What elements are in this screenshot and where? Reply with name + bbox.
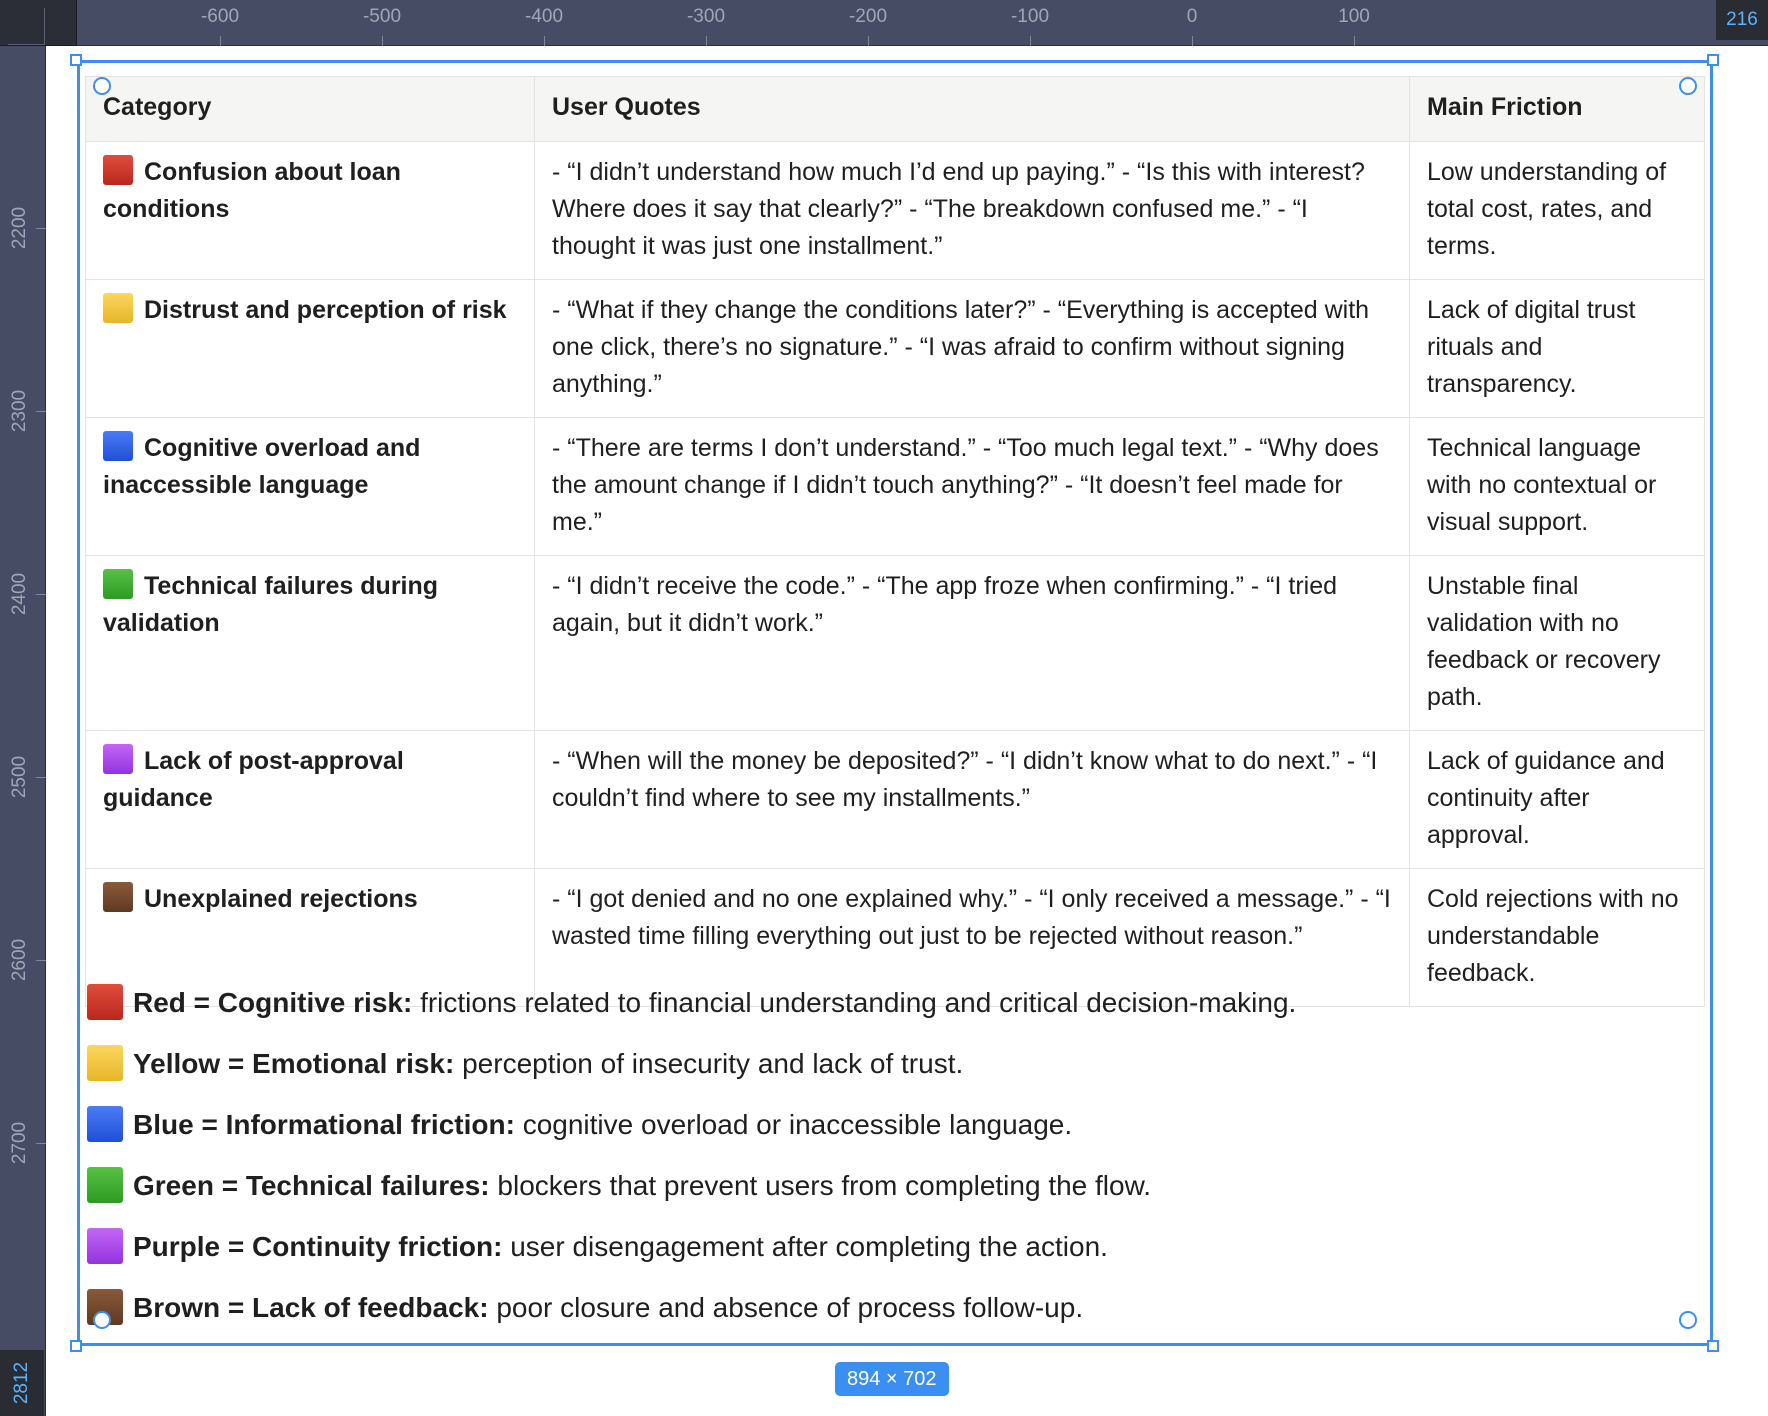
category-label: Confusion about loan conditions xyxy=(103,158,401,223)
legend-description: poor closure and absence of process follow-up. xyxy=(488,1292,1084,1323)
friction-cell: Lack of digital trust rituals and transparency. xyxy=(1410,280,1705,418)
quotes-cell: - “What if they change the conditions later?” - “Everything is accepted with one click, there’s no signature.” - “I was afraid to confirm without signing anything.” xyxy=(535,280,1410,418)
legend-description: blockers that prevent users from completing the flow. xyxy=(489,1170,1152,1201)
corner-radius-handle-top-right[interactable] xyxy=(1679,77,1697,95)
quotes-cell: - “When will the money be deposited?” - “I didn’t know what to do next.” - “I couldn’t find where to see my installments.” xyxy=(535,731,1410,869)
category-label: Unexplained rejections xyxy=(144,885,418,913)
column-header-user-quotes: User Quotes xyxy=(535,77,1410,142)
legend-label: Green = Technical failures: xyxy=(133,1170,490,1201)
resize-handle-bottom-left[interactable] xyxy=(70,1340,82,1352)
legend-label: Blue = Informational friction: xyxy=(133,1109,515,1140)
category-label: Technical failures during validation xyxy=(103,572,439,637)
legend-description: frictions related to financial understanding and critical decision-making. xyxy=(412,987,1297,1018)
ruler-tick-label: -300 xyxy=(686,6,726,27)
ruler-tick-label: 2400 xyxy=(9,572,30,616)
resize-handle-top-left[interactable] xyxy=(70,54,82,66)
legend-label: Brown = Lack of feedback: xyxy=(133,1292,489,1323)
ruler-end-value-label: 2812 xyxy=(11,1361,32,1405)
ruler-end-value: 216 xyxy=(1716,0,1768,40)
selection-size-badge: 894 × 702 xyxy=(835,1362,949,1396)
legend-description: cognitive overload or inaccessible language. xyxy=(514,1109,1073,1140)
column-header-category: Category xyxy=(86,77,535,142)
selection-frame[interactable] xyxy=(77,60,1713,1346)
quotes-cell: - “I got denied and no one explained why.” - “I only received a message.” - “I wasted time filling everything out just to be rejected without reason.” xyxy=(535,869,1410,1007)
ruler-tick-label: 2600 xyxy=(9,938,30,982)
category-label: Cognitive overload and inaccessible language xyxy=(103,434,421,499)
legend-label: Red = Cognitive risk: xyxy=(133,987,413,1018)
ruler-tick-label: 2500 xyxy=(9,755,30,799)
category-label: Lack of post-approval guidance xyxy=(103,747,404,812)
friction-cell: Unstable final validation with no feedback or recovery path. xyxy=(1410,556,1705,731)
quotes-cell: - “I didn’t understand how much I’d end up paying.” - “Is this with interest? Where does it say that clearly?” - “The breakdown confused me.” - “I thought it was just one installment.” xyxy=(535,142,1410,280)
ruler-corner xyxy=(0,0,77,46)
ruler-tick-label: -200 xyxy=(848,6,888,27)
legend-description: user disengagement after completing the action. xyxy=(502,1231,1108,1262)
category-label: Distrust and perception of risk xyxy=(144,296,507,324)
ruler-tick-label: 0 xyxy=(1186,6,1198,27)
ruler-tick-label: 2200 xyxy=(9,206,30,250)
resize-handle-top-right[interactable] xyxy=(1707,54,1719,66)
legend-description: perception of insecurity and lack of trust. xyxy=(454,1048,964,1079)
quotes-cell: - “There are terms I don’t understand.” - “Too much legal text.” - “Why does the amount change if I didn’t touch anything?” - “It doesn’t feel made for me.” xyxy=(535,418,1410,556)
corner-radius-handle-bottom-right[interactable] xyxy=(1679,1311,1697,1329)
ruler-tick-label: 2700 xyxy=(9,1121,30,1165)
column-header-main-friction: Main Friction xyxy=(1410,77,1705,142)
quotes-cell: - “I didn’t receive the code.” - “The app froze when confirming.” - “I tried again, but it didn’t work.” xyxy=(535,556,1410,731)
ruler-tick-label: -100 xyxy=(1010,6,1050,27)
ruler-tick-label: -600 xyxy=(200,6,240,27)
vertical-ruler[interactable] xyxy=(0,46,46,1416)
corner-radius-handle-bottom-left[interactable] xyxy=(93,1311,111,1329)
friction-cell: Low understanding of total cost, rates, and terms. xyxy=(1410,142,1705,280)
ruler-tick-label: 100 xyxy=(1338,6,1370,27)
resize-handle-bottom-right[interactable] xyxy=(1707,1340,1719,1352)
ruler-end-value xyxy=(0,1350,44,1416)
legend-label: Yellow = Emotional risk: xyxy=(133,1048,455,1079)
friction-cell: Cold rejections with no understandable feedback. xyxy=(1410,869,1705,1007)
friction-cell: Lack of guidance and continuity after approval. xyxy=(1410,731,1705,869)
legend-label: Purple = Continuity friction: xyxy=(133,1231,503,1262)
ruler-origin-box xyxy=(8,8,45,45)
ruler-tick-label: -400 xyxy=(524,6,564,27)
horizontal-ruler[interactable] xyxy=(77,0,1768,46)
ruler-tick-label: -500 xyxy=(362,6,402,27)
friction-cell: Technical language with no contextual or visual support. xyxy=(1410,418,1705,556)
corner-radius-handle-top-left[interactable] xyxy=(93,77,111,95)
ruler-tick-label: 2300 xyxy=(9,389,30,433)
